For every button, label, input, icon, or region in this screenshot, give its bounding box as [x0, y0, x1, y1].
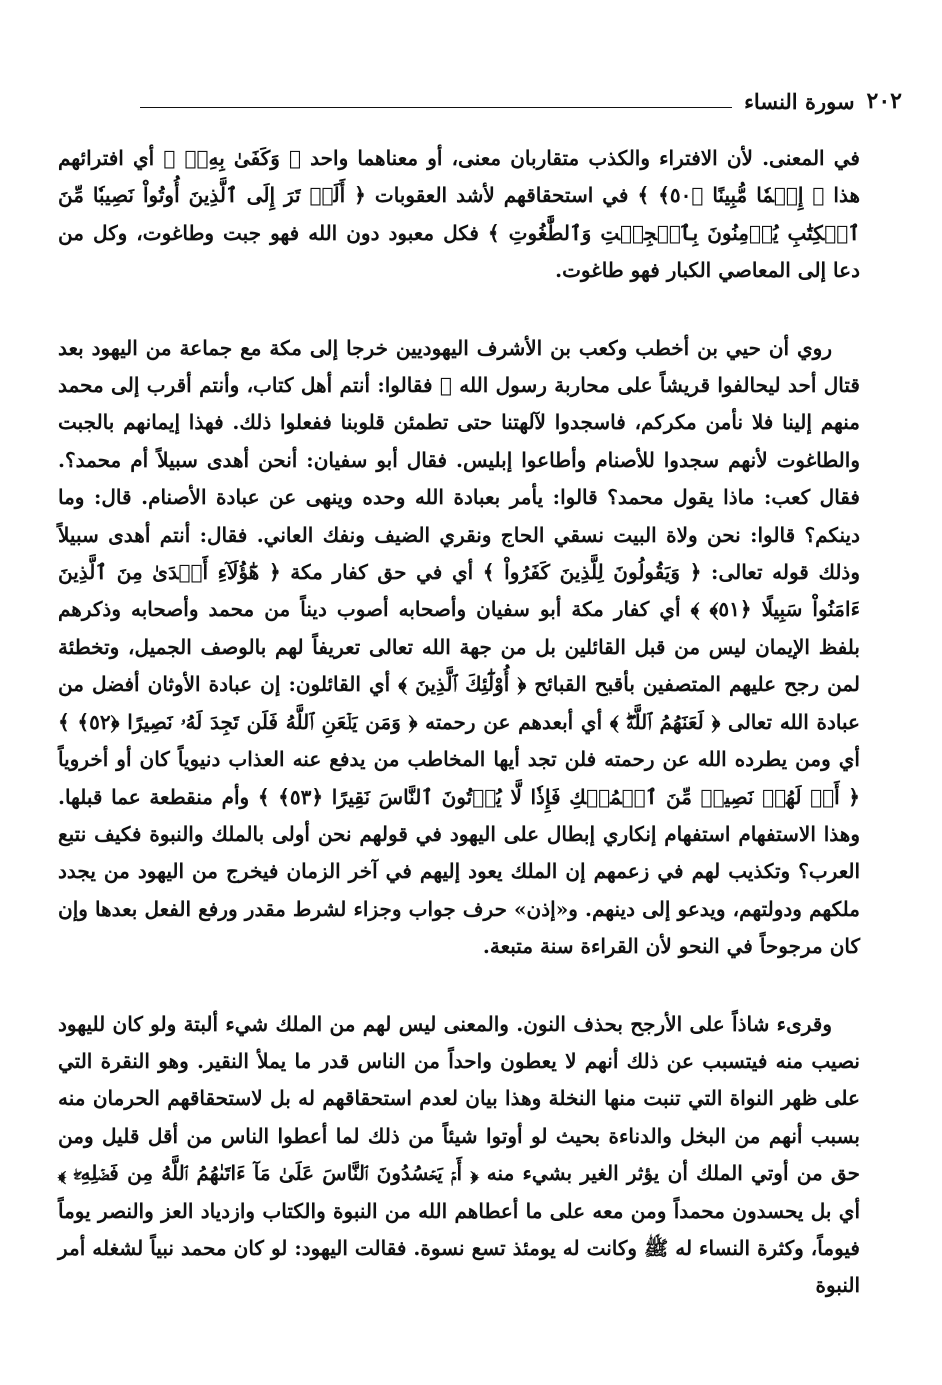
paragraph-gap: [58, 290, 860, 330]
paragraph-2: روي أن حيي بن أخطب وكعب بن الأشرف اليهوديين خرجا إلى مكة مع جماعة من اليهود بعد قتال أحد ليحالفوا قريشاً على محاربة رسول الله ﷺ فقالوا: أنتم أهل كتاب، وأنتم أقرب إلى محمد منهم إلينا فلا نأمن مكركم، فاسجدوا لآلهتنا حتى تطمئن قلوبنا ففعلوا ذلك. فهذا إيمانهم بالجبت والطاغوت لأنهم سجدوا للأصنام وأطاعوا إبليس. فقال أبو سفيان: أنحن أهدى سبيلاً أم محمد؟. فقال كعب: ماذا يقول محمد؟ قالوا: يأمر بعبادة الله وحده وينهى عن عبادة الأصنام. قال: وما دينكم؟ قالوا: نحن ولاة البيت نسقي الحاج ونقري الضيف ونفك العاني. فقال: أنتم أهدى سبيلاً وذلك قوله تعالى: ﴿ وَيَقُولُونَ لِلَّذِينَ كَفَرُواْ ﴾ أي في حق كفار مكة ﴿ هَٰٓؤُلَآءِ أَهۡدَىٰ مِنَ ٱلَّذِينَ ءَامَنُواْ سَبِيلًا ﴿٥١﴾ ﴾ أي كفار مكة أبو سفيان وأصحابه أصوب ديناً من محمد وأصحابه وذكرهم بلفظ الإيمان ليس من قبل القائلين بل من جهة الله تعالى تعريفاً لهم بالوصف الجميل، وتخطئة لمن رجح عليهم المتصفين بأقبح القبائح ﴿ أُوْلَٰٓئِكَ ٱلَّذِينَ ﴾ أي القائلون: إن عبادة الأوثان أفضل من عبادة الله تعالى ﴿ لَعَنَهُمُ ٱللَّهُۖ ﴾ أي أبعدهم عن رحمته ﴿ وَمَن يَلۡعَنِ ٱللَّهُ فَلَن تَجِدَ لَهُۥ نَصِيرًا ﴿٥٢﴾ ﴾ أي ومن يطرده الله عن رحمته فلن تجد أيها المخاطب من يدفع عنه العذاب دنيوياً كان أو أخروياً ﴿ أَمۡ لَهُمۡ نَصِيبٞ مِّنَ ٱلۡمُلۡكِ فَإِذٗا لَّا يُؤۡتُونَ ٱلنَّاسَ نَقِيرًا ﴿٥٣﴾ ﴾ وأم منقطعة عما قبلها. وهذا الاستفهام استفهام إنكاري إبطال على اليهود في قولهم نحن أولى بالملك والنبوة فكيف نتبع العرب؟ وتكذيب لهم في زعمهم إن الملك يعود إليهم في آخر الزمان فيخرج من اليهود من يجدد ملكهم ودولتهم، ويدعو إلى دينهم. و«إذن» حرف جواب وجزاء لشرط مقدر ورفع الفعل بعدها وإن كان مرجوحاً في النحو لأن القراءة سنة متبعة.: [58, 335, 860, 959]
surah-title: سورة النساء: [744, 89, 855, 114]
page-number: ٢٠٢: [866, 88, 902, 114]
paragraph-gap: [58, 966, 860, 1006]
running-header: [140, 90, 902, 114]
paragraph-3: وقرىء شاذاً على الأرجح بحذف النون. والمعنى ليس لهم من الملك شيء ألبتة ولو كان لليهود نصيب منه فيتسبب عن ذلك أنهم لا يعطون واحداً من الناس قدر ما يملأ النقير. وهو النقرة التي على ظهر النواة التي تنبت منها النخلة وهذا بيان لعدم استحقاقهم له بل لاستحقاقهم الحرمان منه بسبب أنهم من البخل والدناءة بحيث لو أوتوا شيئاً من ذلك لما أعطوا الناس من أقل قليل ومن حق من أوتي الملك أن يؤثر الغير بشيء منه ﴿ أَمۡ يَحۡسُدُونَ ٱلنَّاسَ عَلَىٰ مَآ ءَاتَىٰهُمُ ٱللَّهُ مِن فَضۡلِهِۦۖ ﴾ أي بل يحسدون محمداً ومن معه على ما أعطاهم الله من النبوة والكتاب وازدياد العز والنصر يوماً فيوماً، وكثرة النساء له ﷺ وكانت له يومئذ تسع نسوة. فقالت اليهود: لو كان محمد نبياً لشغله أمر النبوة: [58, 1011, 860, 1298]
header-rule: [140, 107, 732, 108]
paragraph-1: في المعنى. لأن الافتراء والكذب متقاربان معنى، أو معناهما واحد ﴿ وَكَفَىٰ بِهِۦٓ ﴾ أي افترائهم هذا ﴿ إِثۡمٗا مُّبِينًا ﴿٥٠﴾ ﴾ في استحقاقهم لأشد العقوبات ﴿ أَلَمۡ تَرَ إِلَى ٱلَّذِينَ أُوتُواْ نَصِيبٗا مِّنَ ٱلۡكِتَٰبِ يُؤۡمِنُونَ بِٱلۡجِبۡتِ وَٱلطَّٰغُوتِ ﴾ فكل معبود دون الله فهو جبت وطاغوت، وكل من دعا إلى المعاصي الكبار فهو طاغوت.: [58, 146, 860, 283]
page-body: [58, 140, 860, 1305]
